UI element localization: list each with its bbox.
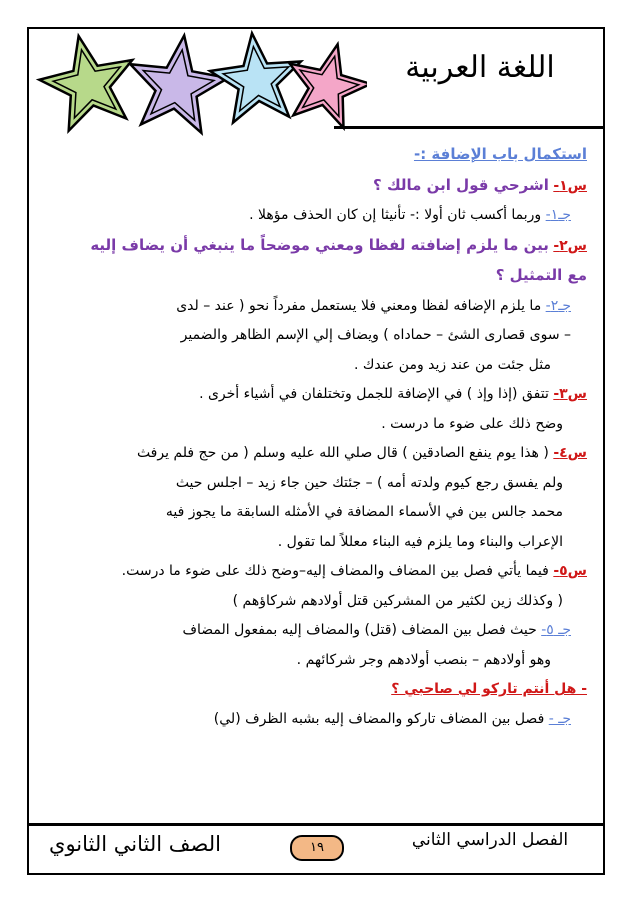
question-6 — [44, 675, 587, 705]
answer-number: جـ٢- — [545, 297, 571, 314]
section-heading — [44, 140, 587, 171]
answer-2 — [44, 292, 587, 322]
star-icon — [210, 33, 301, 122]
question-text: الإعراب والبناء وما يلزم فيه البناء معللاً لما تقول . — [277, 533, 563, 550]
question-number: س٣- — [553, 386, 587, 402]
footer-grade: الصف الثاني الثانوي — [49, 832, 221, 856]
page-title: اللغة العربية — [405, 50, 555, 85]
question-text: مع التمثيل ؟ — [495, 266, 587, 284]
answer-number: جـ ٥- — [541, 622, 571, 638]
answer-text: وهو أولادهم – بنصب أولادهم وجر شركائهم . — [296, 651, 551, 668]
question-number: س١- — [553, 177, 587, 194]
footer-divider — [27, 823, 605, 826]
answer-5-line-2 — [44, 646, 587, 676]
answer-text: مثل جئت من عند زيد ومن عندك . — [353, 356, 551, 373]
question-text: ( وكذلك زين لكثير من المشركين قتل أولادهم شركاؤهم ) — [232, 592, 563, 609]
question-text: فيما يأتي فصل بين المضاف والمضاف إليه–وضح ذلك على ضوء ما درست. — [121, 563, 549, 579]
answer-text: ما يلزم الإضافه لفظا ومعني فلا يستعمل مفرداً نحو ( عند – لدى — [176, 297, 542, 314]
question-3 — [44, 380, 587, 410]
question-text: - هل أنتم تاركو لي صاحبي ؟ — [391, 681, 587, 697]
star-icon — [130, 36, 228, 133]
question-2 — [44, 231, 587, 262]
answer-number: جـ - — [548, 710, 571, 727]
answer-text: – سوى قصارى الشئ – حماداه ) ويضاف إلي الإسم الظاهر والضمير — [180, 327, 571, 343]
question-5-line-2 — [44, 587, 587, 617]
answer-text: وربما أكسب ثان أولا :- تأنيثا إن كان الحذف مؤهلا . — [249, 207, 542, 223]
star-decoration — [27, 27, 367, 137]
footer-term: الفصل الدراسي الثاني — [411, 830, 569, 850]
question-5 — [44, 557, 587, 587]
answer-number: جـ١- — [545, 207, 571, 223]
lesson-content — [44, 140, 587, 734]
question-text: اشرحي قول ابن مالك ؟ — [373, 175, 549, 194]
header-divider — [334, 126, 605, 129]
answer-6 — [44, 705, 587, 735]
section-heading-text: استكمال باب الإضافة :- — [413, 145, 587, 163]
page-number: ١٩ — [290, 835, 344, 861]
question-2-continued — [44, 261, 587, 292]
question-text: محمد جالس بين في الأسماء المضافة في الأمثله السابقة ما يجوز فيه — [165, 504, 563, 520]
answer-2-line-2 — [44, 321, 587, 351]
question-text: ولم يفسق رجع كيوم ولدته أمه ) – جئتك حين جاء زيد – اجلس حيث — [175, 474, 563, 491]
answer-text: فصل بين المضاف تاركو والمضاف إليه بشبه الظرف (لي) — [213, 710, 545, 727]
question-4 — [44, 439, 587, 469]
question-text: تتفق (إذا وإذ ) في الإضافة للجمل وتختلفان في أشياء أخرى . — [199, 386, 549, 402]
answer-text: حيث فصل بين المضاف (قتل) والمضاف إليه بمفعول المضاف — [182, 622, 537, 638]
question-3-line-2 — [44, 410, 587, 440]
question-text: ( هذا يوم ينفع الصادقين ) قال صلي الله عليه وسلم ( من حج فلم يرفث — [136, 445, 549, 461]
question-text: وضح ذلك على ضوء ما درست . — [381, 415, 563, 432]
question-text: بين ما يلزم إضافته لفظا ومعني موضحاً ما ينبغي أن يضاف إليه — [90, 235, 549, 254]
question-4-line-3 — [44, 498, 587, 528]
question-1 — [44, 171, 587, 202]
star-icon — [39, 36, 132, 131]
question-4-line-4 — [44, 528, 587, 558]
answer-5 — [44, 616, 587, 646]
question-number: س٢- — [553, 237, 587, 254]
question-number: س٤- — [553, 445, 587, 461]
question-number: س٥- — [553, 563, 587, 579]
answer-2-line-3 — [44, 351, 587, 381]
question-4-line-2 — [44, 469, 587, 499]
answer-1 — [44, 201, 587, 231]
